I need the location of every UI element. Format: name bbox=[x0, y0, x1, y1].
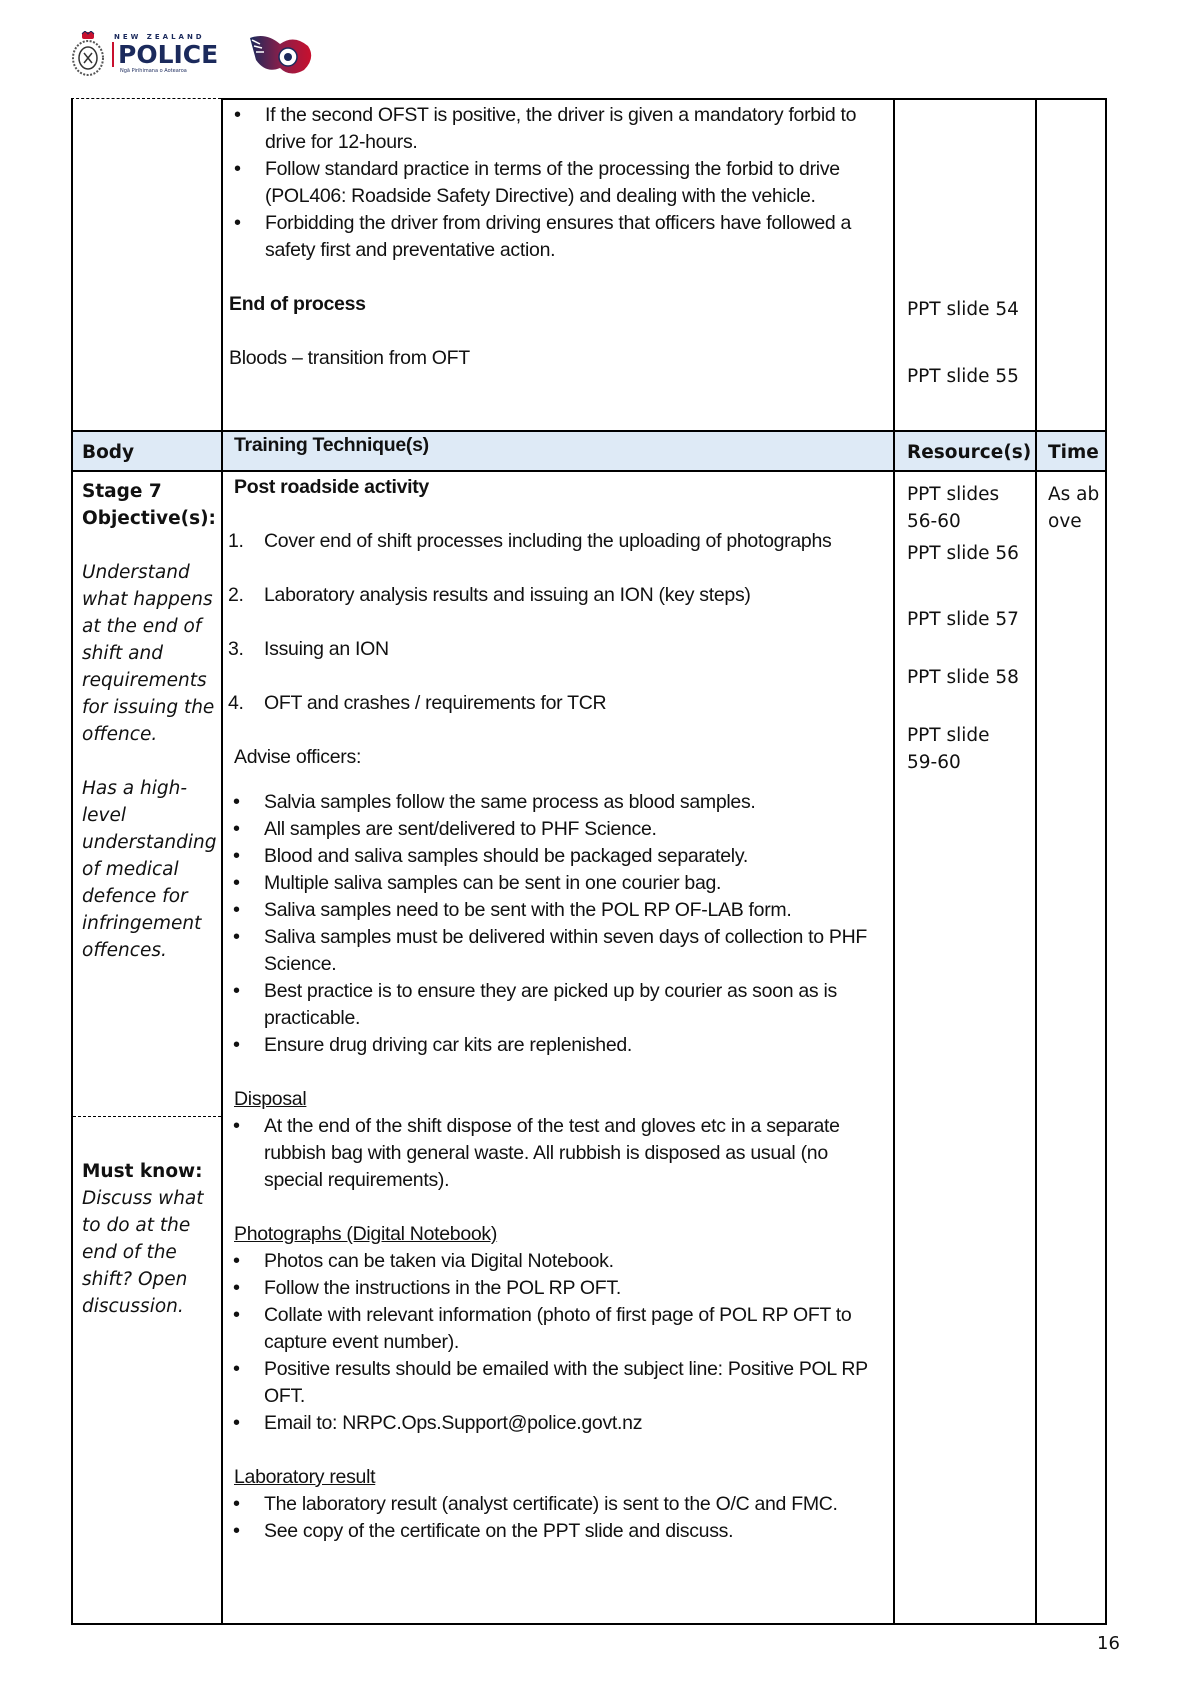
stage7-objectives-cell bbox=[82, 478, 218, 964]
list-item: • Email to: NRPC.Ops.Support@police.govt.nz bbox=[228, 1410, 883, 1437]
list-item: • Saliva samples must be delivered within seven days of collection to PHF Science. bbox=[228, 924, 883, 978]
laboratory-result-heading: Laboratory result bbox=[234, 1466, 376, 1488]
must-know-divider bbox=[73, 1116, 221, 1117]
resource-slide-57: PPT slide 57 bbox=[907, 609, 1019, 630]
list-item: • At the end of the shift dispose of the test and gloves etc in a separate rubbish bag with general waste. All rubbish is disposed as usual (no special requirements). bbox=[228, 1113, 883, 1194]
list-item: • Salvia samples follow the same process as blood samples. bbox=[228, 789, 883, 816]
list-item: • Positive results should be emailed with the subject line: Positive POL RP OFT. bbox=[228, 1356, 883, 1410]
column-divider-3 bbox=[1035, 98, 1037, 1625]
stage7-title: Stage 7 Objective(s): bbox=[82, 481, 216, 529]
list-item bbox=[228, 690, 883, 717]
header-body: Body bbox=[82, 442, 135, 463]
table-border-top-dashed bbox=[71, 98, 221, 99]
header-border-bottom bbox=[71, 470, 1107, 472]
disposal-heading: Disposal bbox=[234, 1088, 307, 1110]
header-divider-2 bbox=[893, 430, 895, 472]
disposal-bullet-list bbox=[228, 1113, 883, 1194]
resource-slide-55: PPT slide 55 bbox=[907, 366, 1019, 387]
list-item: • Multiple saliva samples can be sent in one courier bag. bbox=[228, 870, 883, 897]
wordmark-line3: Ngā Pirihimana o Aotearoa bbox=[120, 68, 187, 74]
list-text: Issuing an ION bbox=[264, 638, 389, 660]
list-item: • All samples are sent/delivered to PHF Science. bbox=[228, 816, 883, 843]
header-logos bbox=[70, 28, 316, 80]
police-wordmark bbox=[112, 34, 218, 74]
bloods-transition-text: Bloods – transition from OFT bbox=[229, 347, 470, 369]
list-text: OFT and crashes / requirements for TCR bbox=[264, 692, 607, 714]
technique-cell-continued bbox=[223, 102, 893, 372]
list-text: Laboratory analysis results and issuing an ION (key steps) bbox=[264, 584, 751, 606]
table-border-right bbox=[1105, 98, 1107, 1625]
police-emblem-icon bbox=[246, 30, 316, 78]
header-training-technique: Training Technique(s) bbox=[234, 434, 429, 456]
stage7-objective-2: Has a high-level understanding of medical defence for infringement offences. bbox=[82, 778, 217, 961]
page-number: 16 bbox=[1097, 1633, 1120, 1654]
header-divider-1 bbox=[221, 430, 223, 472]
resource-slide-58: PPT slide 58 bbox=[907, 667, 1019, 688]
list-item: • Forbidding the driver from driving ensures that officers have followed a safety first and preventative action. bbox=[229, 210, 883, 264]
list-item: • See copy of the certificate on the PPT slide and discuss. bbox=[228, 1518, 883, 1545]
list-number: 1. bbox=[228, 530, 244, 552]
list-item: • The laboratory result (analyst certificate) is sent to the O/C and FMC. bbox=[228, 1491, 883, 1518]
nz-police-logo bbox=[70, 31, 218, 77]
resource-slides-56-60: PPT slides 56-60 bbox=[907, 484, 1000, 532]
list-item: • Collate with relevant information (photo of first page of POL RP OFT to capture event number). bbox=[228, 1302, 883, 1356]
advise-officers-label: Advise officers: bbox=[234, 746, 362, 768]
end-of-process-heading: End of process bbox=[229, 293, 366, 315]
table-border-bottom bbox=[71, 1623, 1107, 1625]
stage7-objective-1: Understand what happens at the end of shift and requirements for issuing the offence. bbox=[82, 562, 215, 745]
header-divider-3 bbox=[1035, 430, 1037, 472]
wordmark-line2: POLICE bbox=[112, 42, 218, 67]
photographs-bullet-list bbox=[228, 1248, 883, 1437]
lesson-plan-table bbox=[71, 98, 1107, 1625]
header-border-top bbox=[71, 430, 1107, 432]
list-item: • Follow the instructions in the POL RP OFT. bbox=[228, 1275, 883, 1302]
list-item bbox=[228, 636, 883, 663]
advise-bullet-list bbox=[228, 789, 883, 1059]
police-crest-icon bbox=[70, 31, 106, 77]
stage7-technique-cell bbox=[223, 474, 893, 1545]
wordmark-line1: NEW ZEALAND bbox=[114, 33, 205, 41]
must-know-label: Must know: bbox=[82, 1161, 203, 1182]
list-item: • Blood and saliva samples should be packaged separately. bbox=[228, 843, 883, 870]
laboratory-bullet-list bbox=[228, 1491, 883, 1545]
list-item: • Best practice is to ensure they are picked up by courier as soon as is practicable. bbox=[228, 978, 883, 1032]
list-item: • Saliva samples need to be sent with the POL RP OF-LAB form. bbox=[228, 897, 883, 924]
table-border-left bbox=[71, 98, 73, 1625]
resource-slide-54: PPT slide 54 bbox=[907, 299, 1019, 320]
continued-bullet-list bbox=[229, 102, 883, 264]
table-border-top bbox=[221, 98, 1107, 100]
list-number: 2. bbox=[228, 584, 244, 606]
list-item bbox=[228, 582, 883, 609]
column-divider-2 bbox=[893, 98, 895, 1625]
photographs-heading: Photographs (Digital Notebook) bbox=[234, 1223, 498, 1245]
post-roadside-heading: Post roadside activity bbox=[234, 476, 429, 498]
resource-slide-59-60: PPT slide 59-60 bbox=[907, 725, 990, 773]
list-item: • Follow standard practice in terms of the processing the forbid to drive (POL406: Roadside Safety Directive) and dealing with the vehicle. bbox=[229, 156, 883, 210]
list-item: • Ensure drug driving car kits are replenished. bbox=[228, 1032, 883, 1059]
list-number: 4. bbox=[228, 692, 244, 714]
list-item: • If the second OFST is positive, the driver is given a mandatory forbid to drive for 12-hours. bbox=[229, 102, 883, 156]
must-know-cell bbox=[82, 1158, 218, 1320]
time-value: As above bbox=[1048, 484, 1100, 532]
stage7-numbered-list bbox=[228, 528, 883, 717]
list-number: 3. bbox=[228, 638, 244, 660]
resource-slide-56: PPT slide 56 bbox=[907, 543, 1019, 564]
list-item: • Photos can be taken via Digital Notebook. bbox=[228, 1248, 883, 1275]
list-item bbox=[228, 528, 883, 555]
header-time: Time bbox=[1048, 442, 1099, 463]
list-text: Cover end of shift processes including the uploading of photographs bbox=[264, 530, 832, 552]
must-know-text: Discuss what to do at the end of the shift? Open discussion. bbox=[82, 1188, 204, 1317]
header-resources: Resource(s) bbox=[907, 442, 1032, 463]
